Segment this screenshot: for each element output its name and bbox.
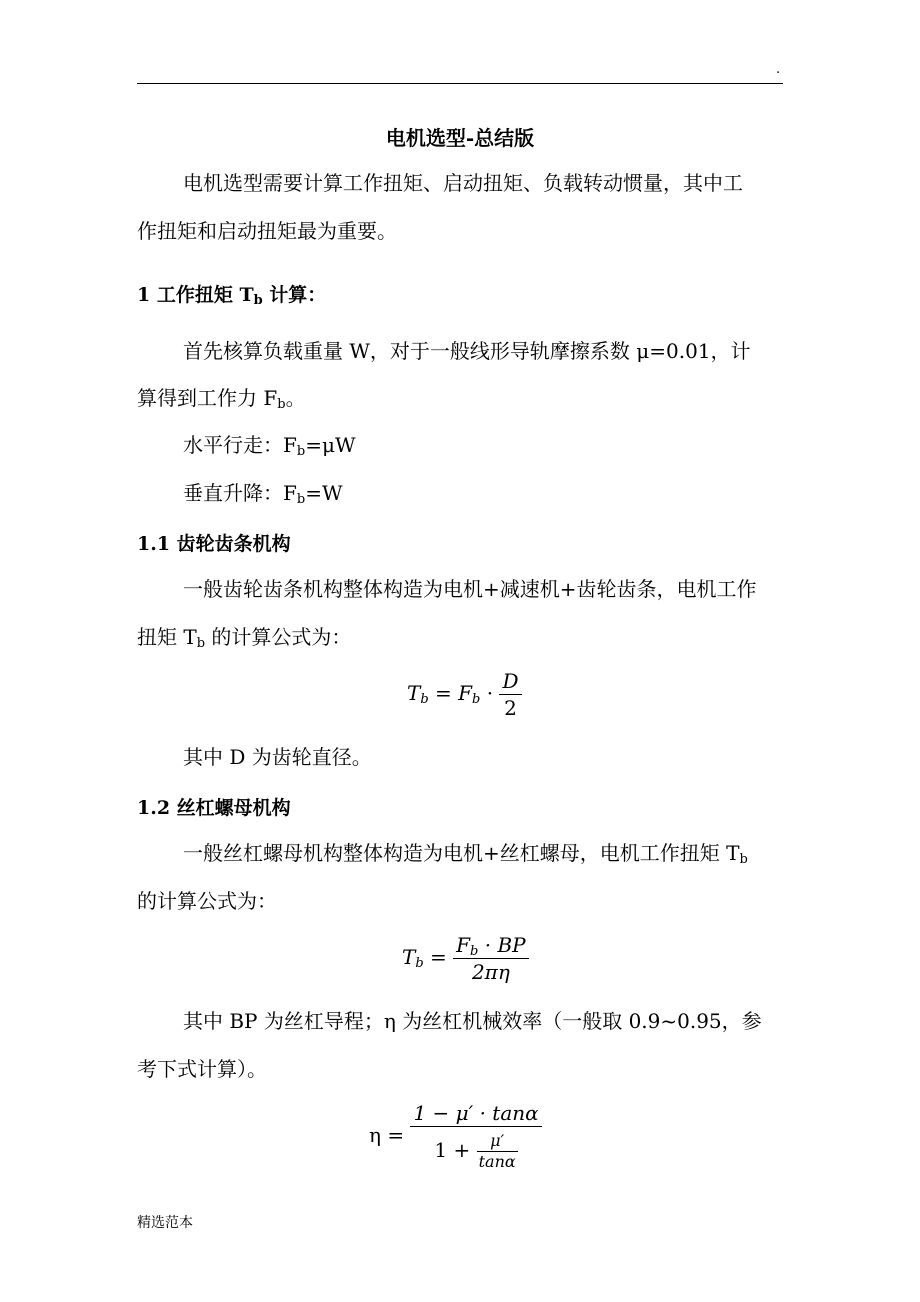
inner-numerator: μ′ [477, 1131, 518, 1152]
page-title: 电机选型-总结版 [385, 126, 535, 150]
section-1-2-note-line-2: 考下式计算）。 [137, 1057, 267, 1081]
equals: = [428, 681, 459, 705]
text: 的计算公式为： [205, 625, 352, 649]
equals: = [423, 945, 454, 969]
denominator: 2πη [471, 960, 510, 984]
denominator-pre: 1 + [434, 1138, 477, 1162]
equals: = [380, 1123, 411, 1147]
numerator-rest: · BP [478, 933, 526, 957]
formula-efficiency [369, 1100, 542, 1173]
formula-torque-screw [402, 932, 529, 985]
fraction [499, 668, 521, 721]
text: =μW [305, 433, 356, 457]
text: 算得到工作力 F [137, 386, 278, 410]
section-1-2-heading: 1.2 丝杠螺母机构 [137, 797, 291, 819]
section-1-1-line-2 [137, 620, 351, 654]
header-rule [137, 83, 783, 84]
text: 扭矩 T [137, 625, 197, 649]
inner-fraction [477, 1131, 518, 1172]
inner-denominator: tanα [478, 1152, 516, 1171]
section-1-p1-line-1: 首先核算负载重量 W，对于一般线形导轨摩擦系数 μ=0.01，计 [183, 339, 751, 363]
dot-operator: · [480, 681, 500, 705]
subscript: b [196, 636, 206, 651]
subscript-b: b [470, 944, 479, 959]
header-dot: . [776, 62, 781, 77]
fraction [453, 932, 528, 985]
text: 垂直升降：F [183, 481, 297, 505]
text: 水平行走：F [183, 433, 297, 457]
section-1-p1-line-2 [137, 381, 306, 415]
section-1-2-line-2: 的计算公式为： [137, 889, 277, 913]
section-1-heading [137, 280, 326, 307]
denominator [410, 1127, 541, 1173]
section-1-2-line-1 [183, 836, 748, 870]
denominator: 2 [504, 696, 517, 720]
section-1-2-note-line-1: 其中 BP 为丝杠导程；η 为丝杠机械效率（一般取 0.9~0.95，参 [183, 1009, 762, 1033]
subscript: b [296, 444, 306, 459]
numerator: D [499, 668, 521, 695]
section-1-1-line-1: 一般齿轮齿条机构整体构造为电机+减速机+齿轮齿条，电机工作 [183, 577, 757, 601]
symbol-T: T [407, 681, 421, 705]
symbol-eta: η [369, 1123, 381, 1147]
formula-torque-rack [407, 668, 522, 721]
vertical-lift [183, 476, 343, 510]
text: 一般丝杠螺母机构整体构造为电机+丝杠螺母，电机工作扭矩 T [183, 841, 740, 865]
subscript: b [296, 492, 306, 507]
section-1-1-heading: 1.1 齿轮齿条机构 [137, 533, 291, 555]
footer-label: 精选范本 [137, 1215, 193, 1231]
subscript-b: b [420, 692, 429, 707]
subscript: b [739, 852, 748, 867]
text: 。 [285, 386, 306, 410]
section-1-heading-pre: 1 工作扭矩 T [137, 284, 254, 306]
section-1-1-note: 其中 D 为齿轮直径。 [183, 745, 372, 769]
fraction [410, 1100, 541, 1173]
section-1-heading-post: 计算： [262, 284, 327, 306]
text: =W [305, 481, 343, 505]
subscript-b: b [472, 692, 481, 707]
symbol-T: T [402, 945, 416, 969]
section-1-heading-sub: b [253, 293, 263, 308]
intro-line-2: 作扭矩和启动扭矩最为重要。 [137, 219, 397, 243]
symbol-F: F [458, 681, 473, 705]
numerator: 1 − μ′ · tanα [410, 1100, 541, 1127]
intro-line-1: 电机选型需要计算工作扭矩、启动扭矩、负载转动惯量，其中工 [183, 171, 743, 195]
horizontal-travel [183, 428, 356, 462]
symbol-F: F [456, 933, 471, 957]
numerator [453, 932, 528, 959]
subscript-b: b [415, 956, 424, 971]
subscript: b [277, 397, 286, 412]
